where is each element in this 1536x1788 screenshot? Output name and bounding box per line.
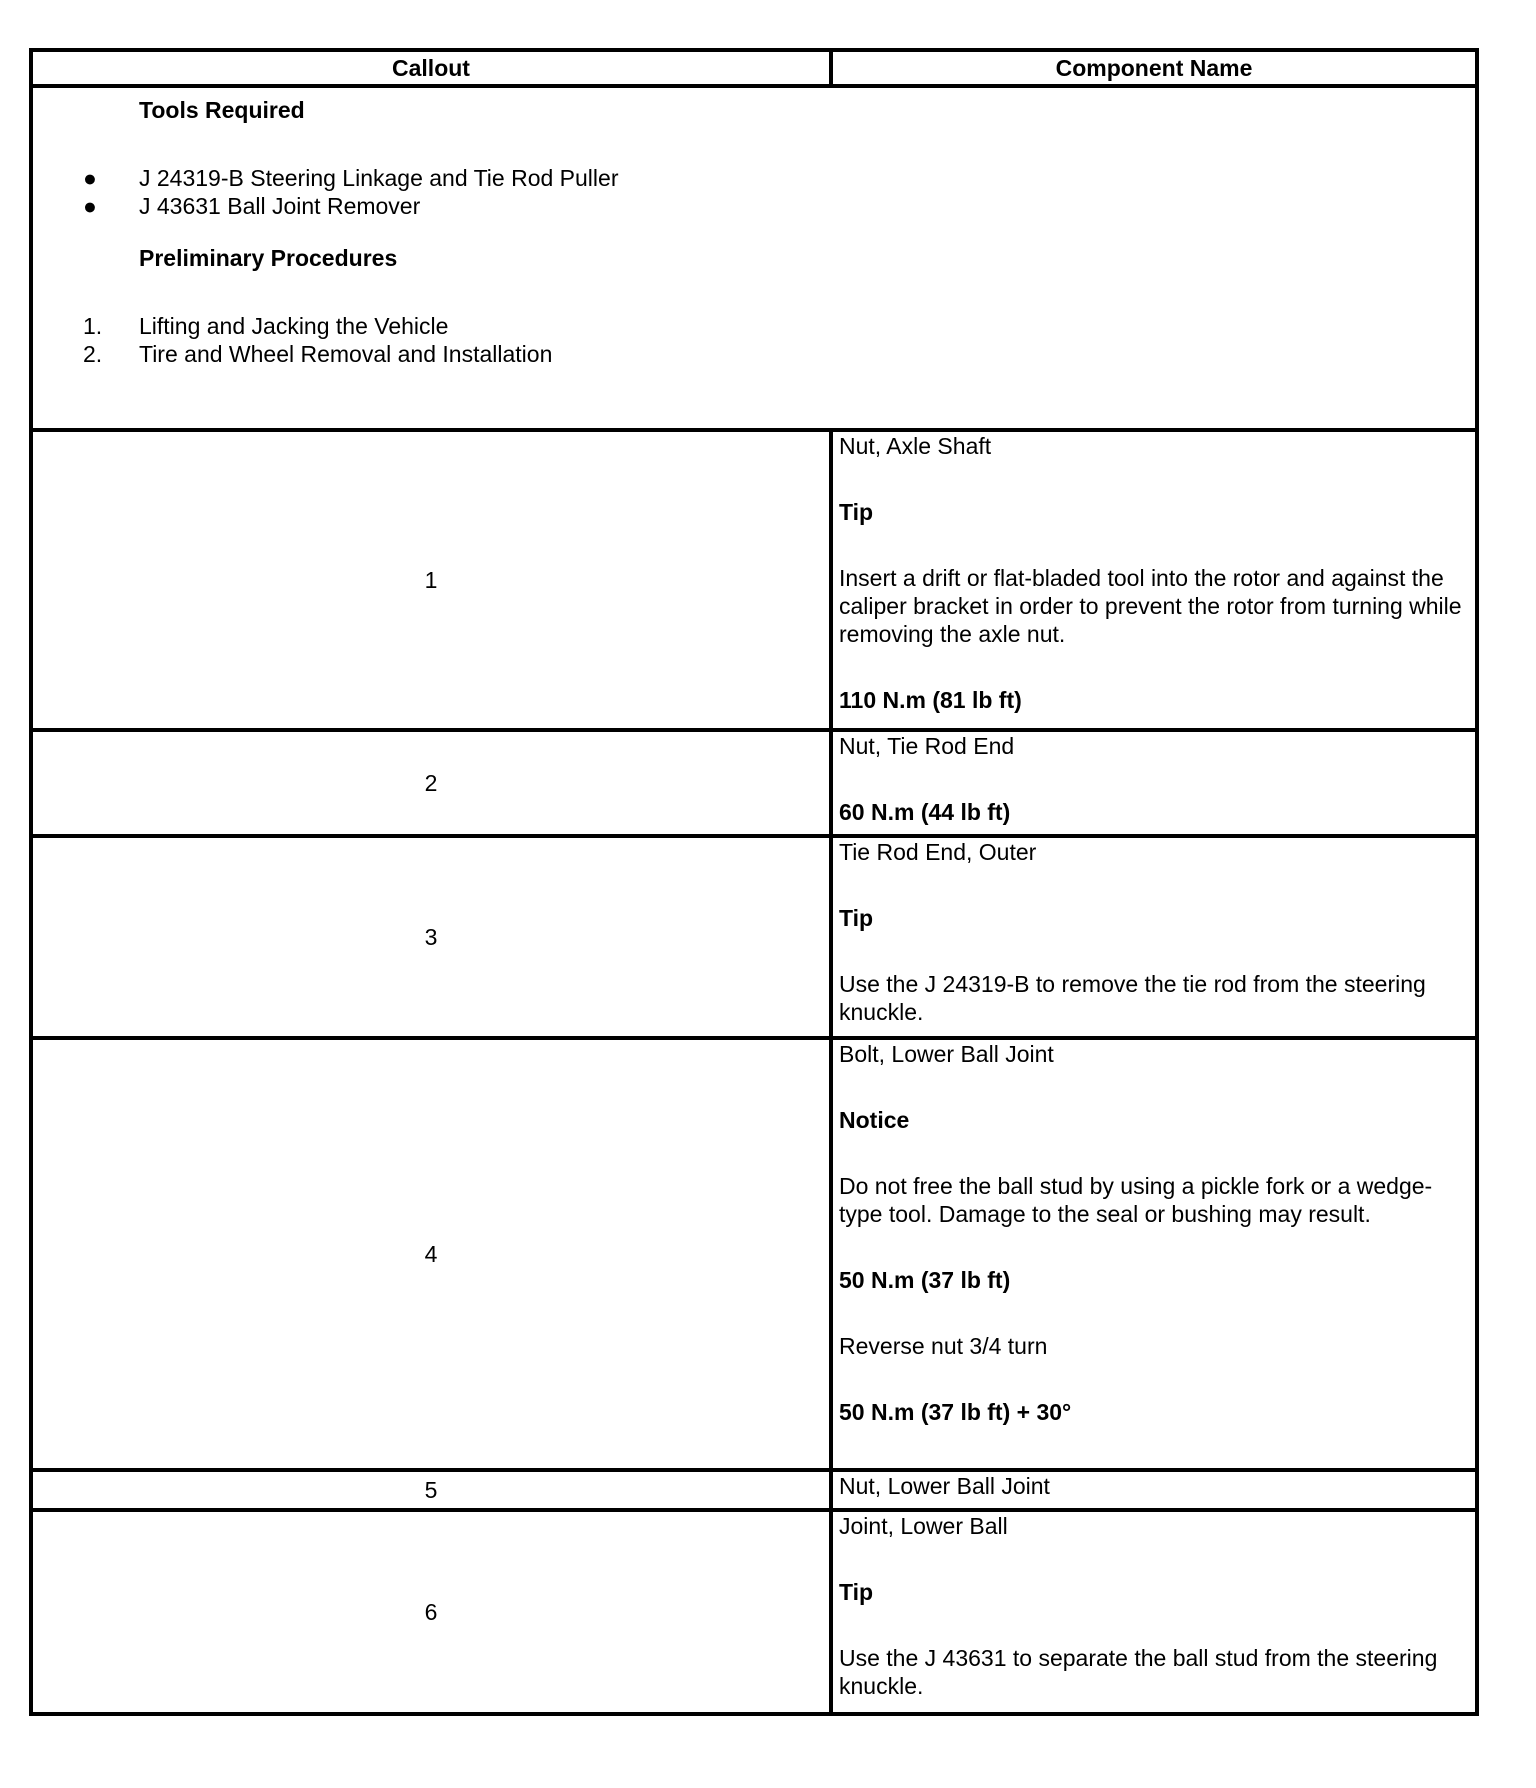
torque-spec-final: 50 N.m (37 lb ft) + 30°	[839, 1399, 1072, 1425]
component-header: Component Name	[831, 50, 1477, 86]
header-row	[31, 50, 1477, 86]
torque-spec: 60 N.m (44 lb ft)	[839, 799, 1011, 825]
tip-label: Tip	[839, 499, 874, 525]
component-name: Bolt, Lower Ball Joint	[839, 1041, 1054, 1067]
notice-text: Do not free the ball stud by using a pickle fork or a wedge-type tool. Damage to the seal or bushing may result.	[839, 1173, 1433, 1227]
tip-label: Tip	[839, 905, 874, 931]
step-text: Reverse nut 3/4 turn	[839, 1333, 1048, 1359]
prelim-heading: Preliminary Procedures	[139, 245, 398, 271]
component-name: Nut, Lower Ball Joint	[839, 1473, 1050, 1499]
tip-label: Tip	[839, 1579, 874, 1605]
bullet-icon: ●	[83, 193, 97, 219]
callout-number: 5	[31, 1470, 831, 1510]
bullet-icon: ●	[83, 165, 97, 191]
components-table	[29, 48, 1479, 1716]
component-name: Tie Rod End, Outer	[839, 839, 1037, 865]
callout-number: 1	[31, 430, 831, 730]
tools-heading: Tools Required	[139, 97, 305, 123]
notice-label: Notice	[839, 1107, 910, 1133]
component-name: Joint, Lower Ball	[839, 1513, 1008, 1539]
tip-text: Use the J 43631 to separate the ball stud from the steering knuckle.	[839, 1645, 1438, 1699]
callout-number: 6	[31, 1510, 831, 1714]
component-name: Nut, Tie Rod End	[839, 733, 1015, 759]
tip-text: Insert a drift or flat-bladed tool into the rotor and against the caliper bracket in order to prevent the rotor from turning while removing the axle nut.	[839, 565, 1462, 647]
callout-header: Callout	[31, 50, 831, 86]
table-row	[31, 836, 1477, 1038]
tool-item: ● J 24319-B Steering Linkage and Tie Rod Puller	[33, 164, 1475, 192]
torque-spec: 50 N.m (37 lb ft)	[839, 1267, 1011, 1293]
callout-number: 3	[31, 836, 831, 1038]
component-name: Nut, Axle Shaft	[839, 433, 992, 459]
tool-item: ● J 43631 Ball Joint Remover	[33, 192, 1475, 220]
table-row	[31, 1038, 1477, 1470]
tip-text: Use the J 24319-B to remove the tie rod from the steering knuckle.	[839, 971, 1426, 1025]
table-row	[31, 430, 1477, 730]
torque-spec: 110 N.m (81 lb ft)	[839, 687, 1022, 713]
procedure-item: 2. Tire and Wheel Removal and Installation	[83, 341, 553, 367]
table-row	[31, 730, 1477, 836]
callout-number: 2	[31, 730, 831, 836]
procedure-item: 1. Lifting and Jacking the Vehicle	[83, 313, 449, 339]
tools-row	[31, 86, 1477, 430]
callout-number: 4	[31, 1038, 831, 1470]
table-row	[31, 1470, 1477, 1510]
table-row	[31, 1510, 1477, 1714]
